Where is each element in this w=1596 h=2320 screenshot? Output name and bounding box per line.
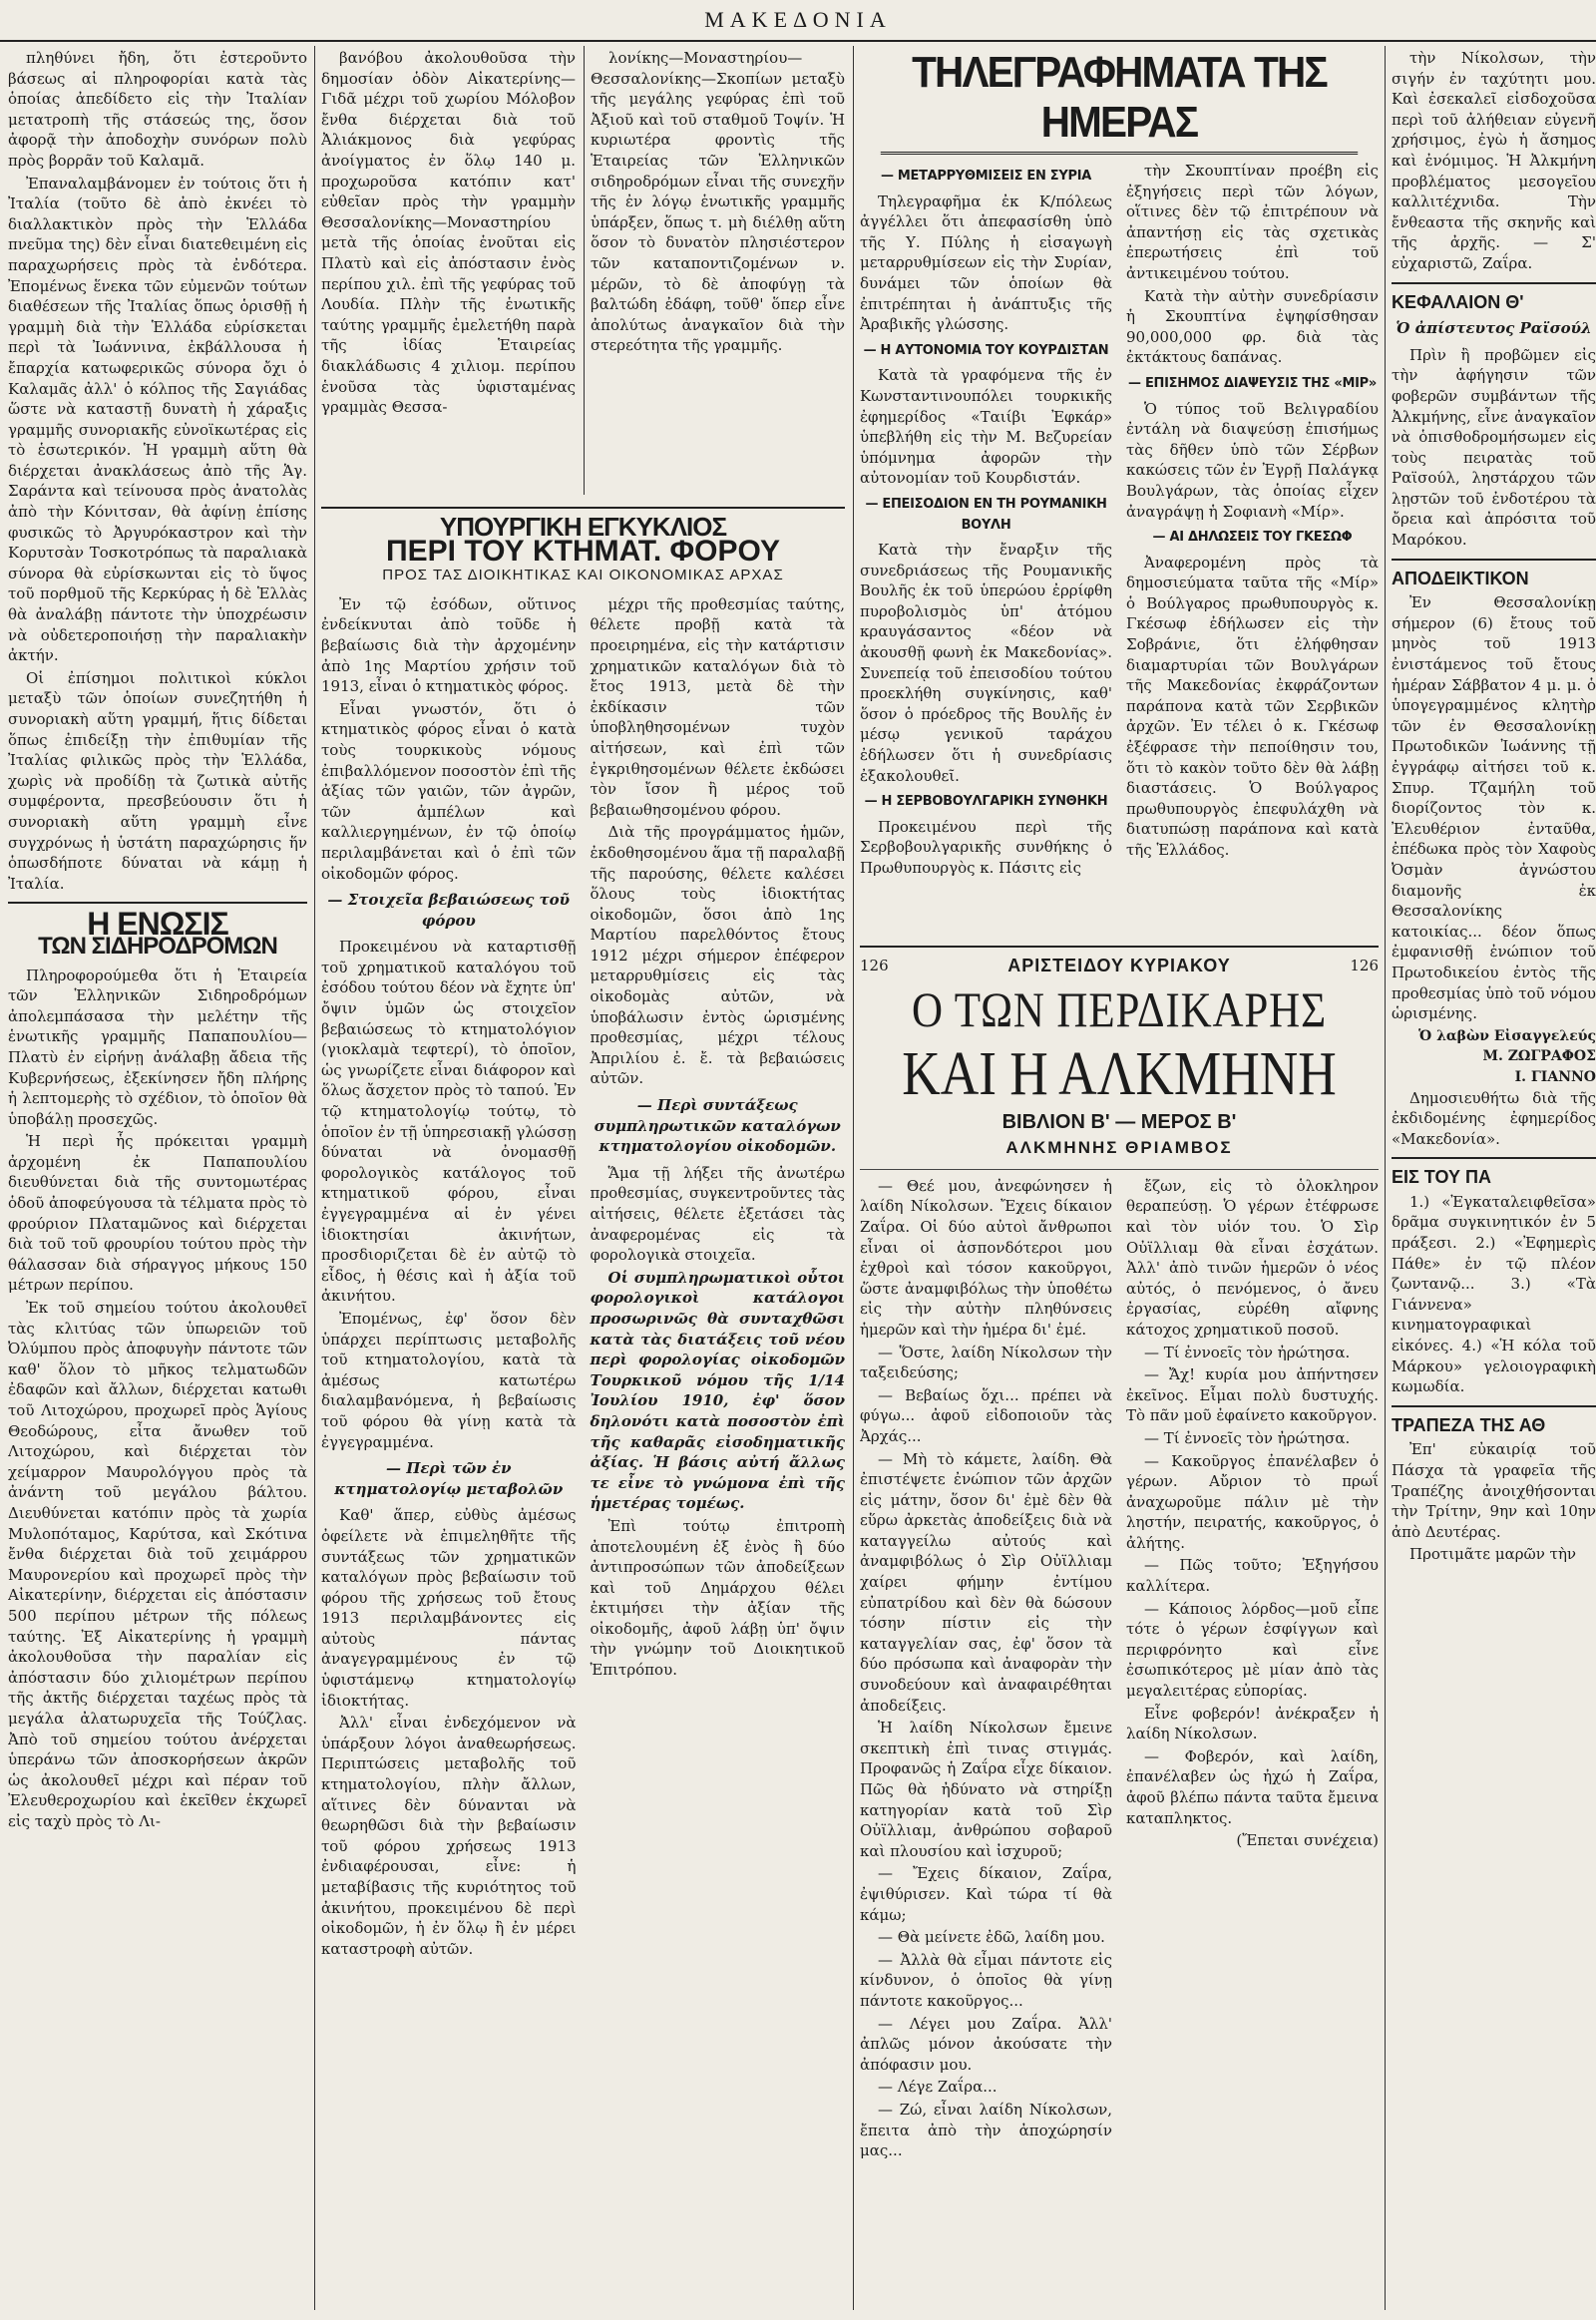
article-paragraph: Ἅμα τῇ λήξει τῆς ἀνωτέρω προθεσμίας, συγκεντροῦντες τὰς αἰτήσεις, θέλετε ἐξετάσει τὰς ἀναφερομένας εἰς τὰ φορολογικὰ στοιχεῖα. <box>590 1163 845 1265</box>
subheadline: ΠΡΟΣ ΤΑΣ ΔΙΟΙΚΗΤΙΚΑΣ ΚΑΙ ΟΙΚΟΝΟΜΙΚΑΣ ΑΡΧΑΣ <box>382 567 784 584</box>
article-paragraph: Προκειμένου νὰ καταρτισθῇ τοῦ χρηματικοῦ καταλόγου τοῦ ἐσόδου τούτου δέον νὰ ἔχητε ὑπ' ὄψιν ὑμῶν ὡς στοιχεῖον βεβαιώσεως τὸ κτηματολόγιον (γιοκλαμὰ τεφτερί), τὸ ὁποῖον, ὡς γνωρίζετε εἶναι διάφορον καὶ ὅλως ἄσχετον πρὸς τὸ ταπού. Ἐν τῷ κτηματολογίῳ τούτῳ, τὸ ὁποῖον ἐν τῇ ὑπηρεσιακῇ γλώσσῃ δύναται νὰ ὀνομασθῇ φορολογικὸς κατάλογος τοῦ κτηματικοῦ φόρου, εἶναι ἐγγεγραμμένα αἱ ἐν γένει ἰδιοκτησίαι ἀκινήτων, προσδιοριζεται δὲ ἐν αὐτῷ τὸ εἶδος, ἡ θέσις καὶ ἡ ἀξία τοῦ ἀκινήτου. <box>321 938 577 1306</box>
telegram-text: Κατὰ τὰ γραφόμενα τῆς ἐν Κωνσταντινουπόλει τουρκικῆς ἐφημερίδος «Ταιίβι Ἐφκάρ» ὑπεβλήθη εἰς τὴν Μ. Βεζυρείαν ὑπόμνημα ἀφορῶν τὴν αὐτονομίαν τοῦ Κουρδιστάν. <box>860 366 1112 488</box>
article-paragraph: Οἱ συμπληρωματικοὶ οὗτοι φορολογικοὶ κατάλογοι προσωρινῶς θὰ συνταχθῶσι κατὰ τὰς διατάξεις τοῦ νέου περὶ φορολογίας οἰκοδομῶν Τουρκικοῦ νόμου τῆς 1/14 Ἰουλίου 1910, ἐφ' ὅσον δηλονότι κατὰ ποσοστὸν ἐπὶ τῆς καθαρᾶς εἰσοδηματικῆς ἀξίας. Ἡ βάσις αὐτή ἄλλως τε εἶνε τὸ γνώμονα ἐπὶ τῆς ἡμετέρας τομέως. <box>590 1268 845 1513</box>
serial-title-1: Ο ΤΩΝ ΠΕΡΔΙΚΑΡΗΣ <box>912 980 1327 1037</box>
chapter-heading: ΚΕΦΑΛΑΙΟΝ Θ' <box>1392 291 1524 312</box>
telegram-heading: — ΕΠΙΣΗΜΟΣ ΔΙΑΨΕΥΣΙΣ ΤΗΣ «ΜΙΡ» <box>1128 375 1377 391</box>
serial-author: ΑΡΙΣΤΕΙΔΟΥ ΚΥΡΙΑΚΟΥ <box>1007 956 1231 975</box>
article-paragraph: Διὰ τῆς προγράμματος ἡμῶν, ἐκδοθησομένου ἅμα τῇ παραλαβῇ τῆς παρούσης, θέλετε καλέσει ὅλους τοὺς ἰδιοκτήτας οἰκοδομῶν, ὅσοι ἀπὸ 1ης Μαρτίου παρελθόντος ἔτους 1912 μέχρι σήμερον ἐπέφερον μεταρρυθμίσεις εἰς τὰς οἰκοδομὰς αὐτῶν, νὰ ὑποβάλωσιν ἐντὸς ὡρισμένης προθεσμίας, μέχρι τέλους Ἀπριλίου ἐ. ἔ. τὰ βεβαιώσεις αὐτῶν. <box>590 823 845 1088</box>
article-paragraph: Οἱ ἐπίσημοι πολιτικοὶ κύκλοι μεταξὺ τῶν ὁποίων συνεζητήθη ἡ συνοριακὴ αὕτη γραμμή, ἥτις δίδεται ὅπως ἐπιδείξῃ τὴν ἐπιθυμίαν τῆς Ἰταλίας φιλικῶς πρὸς τὴν Ἑλλάδα, χωρὶς νὰ προδίδῃ τὰ ζωτικὰ αὐτῆς συμφέροντα, πρεσβεύουσιν ὅτι ἡ συνοριακὴ αὕτη γραμμὴ εἶνε συγχρόνως ἡ ὑστάτη παραχώρησις ἥν ὁπωσδήποτε δύναται νὰ κάμῃ ἡ Ἰταλία. <box>8 668 307 893</box>
serial-paragraph: — Ἄχ! κυρία μου ἀπήντησεν ἐκεῖνος. Εἶμαι πολὺ δυστυχής. Τὸ πᾶν μοῦ ἐφαίνετο κακοῦργον. <box>1126 1365 1379 1425</box>
article-paragraph: Ἐπὶ τούτῳ ἐπιτροπὴ ἀποτελουμένη ἐξ ἑνὸς ἢ δύο ἀντιπροσώπων τῶν ἀποδείξεων καὶ τοῦ Δημάρχου θέλει ἐκτιμήσει τὴν ἀξίαν τῆς οἰκοδομῆς, ἀφοῦ λάβῃ ὑπ' ὄψιν τὴν γνώμην τοῦ Διοικητικοῦ Ἐπιτρόπου. <box>590 1516 845 1680</box>
serial-paragraph: — Κακοῦργος ἐπανέλαβεν ὁ γέρων. Αὔριον τὸ πρωΐ ἀναχωροῦμε πάλιν μὲ τὴν ληστήν, πειρατής, κακοῦργος, ὁ ἀλήτης. <box>1126 1451 1379 1552</box>
serial-number: 126 <box>1350 957 1379 974</box>
serial-paragraph: — Βεβαίως ὅχι... πρέπει νὰ φύγω... ἀφοῦ εἰδοποιοῦν τὰς Ἀρχάς... <box>860 1385 1112 1445</box>
telegram-heading: — ΑΙ ΔΗΛΩΣΕΙΣ ΤΟΥ ΓΚΕΣΩΦ <box>1152 530 1353 546</box>
masthead <box>0 0 1596 42</box>
serial-paragraph: — Ἔχεις δίκαιον, Ζαΐρα, ἐψιθύρισεν. Καὶ τώρα τί θὰ κάμω; <box>860 1864 1112 1924</box>
telegram-heading: — ΜΕΤΑΡΡΥΘΜΙΣΕΙΣ ΕΝ ΣΥΡΙΑ <box>880 169 1092 184</box>
divider <box>1392 559 1596 561</box>
article-paragraph: πληθύνει ἤδη, ὅτι ἐστεροῦντο βάσεως αἱ πληροφορίαι κατὰ τὰς ὁποίας ἀπεδίδετο εἰς τὴν Ἰταλίαν μετατροπὴ τῆς στάσεώς της, ὅσον ἀφορᾷ τὴν ἀποδοχὴν συνόρων πολὺ πρὸς βορρᾶν τοῦ Καλαμᾶ. <box>8 49 307 170</box>
telegram-text: Κατὰ τὴν ἔναρξιν τῆς συνεδριάσεως τῆς Ρουμανικῆς Βουλῆς ἐκ τοῦ ὑπερώου ἐρρίφθη πυροβολισμὸς ὑπ' ἀτόμου κραυγάσαντος «δέον νὰ ἀκουσθῇ φωνὴ ἐκ Μακεδονίας». Συνεπείᾳ τοῦ ἐπεισοδίου τούτου προεκλήθη συγκίνησις, καθ' ὅσον ὁ πρόεδρος τῆς Βουλῆς ἐν μέσῳ γενικοῦ ταράχου ἐδήλωσεν ὅτι ἡ συνεδρίασις ἐξακολουθεῖ. <box>860 541 1112 785</box>
article-paragraph: λονίκης—Μοναστηρίου—Θεσσαλονίκης—Σκοπίων μεταξὺ τῆς μεγάλης γεφύρας ἐπὶ τοῦ Ἀξιοῦ καὶ τοῦ σταθμοῦ Τοψίν. Ἡ κυριωτέρα φροντὶς τῆς Ἑταιρείας τῶν Ἑλληνικῶν σιδηροδρόμων εἶναι τῆς συνεχῆν τῆς ἐν λόγῳ ἑνωτικῆς γραμμῆς ὑπάρξεν, ὅπως τ. μὴ διέλθῃ αὕτη ὅσον τὸ δυνατὸν πλησιέστερον τῶν καταποντιζομένων ν. μέρῶν, τὸ δὲ ἀποφύγῃ τὰ βαλτώδη ἐδάφη, τοῦθ' ὅπερ εἶνε ἀπολύτως ἀναγκαῖον διὰ τὴν στερεότητα τῆς γραμμῆς. <box>591 49 845 355</box>
serial-continued: (Ἔπεται συνέχεια) <box>1236 1831 1379 1850</box>
column-rule <box>314 46 315 2310</box>
serial-paragraph: — Τί ἐννοεῖς τὸν ἠρώτησα. <box>1144 1428 1351 1447</box>
serial-paragraph: — Μὴ τὸ κάμετε, λαίδη. Θὰ ἐπιστέψετε ἐνώπιον τῶν ἀρχῶν εἰς μάτην, ὅσον δι' ἐμὲ δὲν θὰ εὕρω ἀρκετὰς ἀποδείξεις διὰ νὰ καταγγείλω αὐτούς καὶ ἀναμφιβόλως ὁ Σὶρ Οὐϊλλιαμ χαίρει φήμην ἐντίμου εὐπατρίδου καὶ δὲν θὰ δώσουν τόσην πίστιν εἰς τὴν καταγγελίαν σας, ἐφ' ὅσον τὰ δύο πρόσωπα καὶ ἀναφορὰν τὴν συνοδεύουν καὶ ἀναφαιρέθηται ἀποδείξεις. <box>860 1449 1112 1715</box>
serial-paragraph: — Ἀλλὰ θὰ εἶμαι πάντοτε εἰς κίνδυνον, ὁ ὁποῖος θὰ γίνῃ πάντοτε κακοῦργος... <box>860 1950 1112 2010</box>
serial-paragraph: — Τί ἐννοεῖς τὸν ἠρώτησα. <box>1144 1343 1351 1361</box>
serial-paragraph: — Ζώ, εἶναι λαίδη Νίκολσων, ἔπειτα ἀπὸ τὴν ἀποχώρησίν μας... <box>860 2100 1112 2160</box>
ministerial-circular <box>321 499 845 2304</box>
telegram-heading: — Η ΑΥΤΟΝΟΜΙΑ ΤΟΥ ΚΟΥΡΔΙΣΤΑΝ <box>863 342 1109 358</box>
circular-left-column <box>321 594 577 1962</box>
serial-title-2: ΚΑΙ Η ΑΛΚΜΗΝΗ <box>902 1039 1337 1108</box>
telegram-text: Κατὰ τὴν αὐτὴν συνεδρίασιν ἡ Σκουπτίνα ἐψηφίσθησαν 90,000,000 φρ. διὰ τὰς ἐκτάκτους δαπάνας. <box>1126 286 1379 367</box>
serial-novel <box>860 938 1379 2314</box>
serial-paragraph: — Ὅστε, λαίδη Νίκολσων τὴν ταξειδεύσης; <box>860 1343 1112 1382</box>
ad-text: Προτιμᾶτε μαρῶν τὴν <box>1409 1545 1577 1564</box>
circular-right-column <box>591 594 846 1962</box>
notice-signature: Μ. ΖΩΓΡΑΦΟΣ <box>1482 1048 1596 1065</box>
cinema-heading: ΕΙΣ ΤΟΥ ΠΑ <box>1392 1167 1491 1188</box>
bank-heading: ΤΡΑΠΕΖΑ ΤΗΣ ΑΘ <box>1392 1414 1546 1435</box>
headline-foros: ΠΕΡΙ ΤΟΥ ΚΤΗΜΑΤ. ΦΟΡΟΥ <box>386 534 780 568</box>
serial-paragraph: ἔζων, εἰς τὸ ὁλοκληρον θεραπεύσῃ. Ὁ γέρων ἐτέφρωσε καὶ τὸν υἱόν του. Ὁ Σὶρ Οὐϊλλιαμ θὰ εἶναι ἐσχάτων. Ἀλλ' ἀπὸ τινῶν ἡμερῶν ὁ νέος αὐτός, ὁ πενόμενος, ὁ ἄνευ ἐργασίας, εὑρέθη αἴφνης κάτοχος χρηματικοῦ ποσοῦ. <box>1126 1176 1379 1339</box>
article-paragraph: Ἐν τῷ ἐσόδων, οὕτινος ἐνδείκνυται ἀπὸ τοῦδε ἡ βεβαίωσις διὰ τὴν ἀρχομένην ἀπὸ 1ης Μαρτίου χρήσιν τοῦ 1913, εἶναι ὁ κτηματικὸς φόρος. <box>321 594 577 696</box>
article-paragraph: Ἀλλ' εἶναι ἐνδεχόμενον νὰ ὑπάρξουν λόγοι ἀναθεωρήσεως. Περιπτώσεις μεταβολῆς τοῦ κτηματολογίου, πλὴν ἄλλων, αἵτινες δὲν δύνανται νὰ θεωρηθῶσι διὰ τὴν βεβαίωσιν τοῦ φόρου χρήσεως 1913 ἐνδιαφέρουσαι, εἶνε: ἡ μεταβίβασις τῆς κυριότητος τοῦ ἀκινήτου, προκειμένου δὲ περὶ οἰκοδομῶν, ἡ ἐν ὅλῳ ἢ ἐν μέρει καταστροφὴ αὐτῶν. <box>321 1714 577 1958</box>
article-paragraph: Ἡ περὶ ἧς πρόκειται γραμμὴ ἀρχομένη ἐκ Παπαπουλίου διευθύνεται διὰ τῆς συντομωτέρας ὁδοῦ ἀποφεύγουσα τὰ τέλματα πρὸς τὸ φρούριον Πλαταμῶνος καὶ διέρχεται διὰ τοῦ τοῦ φρουρίου τούτου πρὸς τὴν θάλασσαν διὰ σήραγγος μήκους 150 μέτρων περίπου. <box>8 1132 307 1295</box>
article-paragraph: Πρὶν ἢ προβῶμεν εἰς τὴν ἀφήγησιν τῶν φοβερῶν συμβάντων τῆς Ἀλκμήνης, εἶνε ἀναγκαῖον νὰ ὁπισθοδρομήσωμεν εἰς τοὺς πειρατὰς τοῦ Ραϊσούλ, ληστάρχου τῶν λῃστῶν τοῦ ἐνδοτέρου τὰ ὄρεια καὶ ἀπρόσιτα τοῦ Μαρόκου. <box>1392 345 1596 550</box>
serial-right <box>1126 1176 1379 2163</box>
divider <box>860 946 1379 948</box>
section-heading: — Περὶ συντάξεως συμπληρωτικῶν καταλόγων κτηματολογίου οἰκοδομῶν. <box>594 1096 841 1156</box>
divider <box>1392 1157 1596 1159</box>
telegram-text: Προκειμένου περὶ τῆς Σερβοβουλγαρικῆς συνθήκης ὁ Πρωθυπουργὸς κ. Πάσιτς εἰς <box>860 817 1112 877</box>
telegrams-section <box>860 48 1379 936</box>
serial-header <box>860 956 1379 976</box>
telegram-heading: — Η ΣΕΡΒΟΒΟΥΛΓΑΡΙΚΗ ΣΥΝΘΗΚΗ <box>864 794 1108 810</box>
section-heading: — Στοιχεῖα βεβαιώσεως τοῦ φόρου <box>327 891 571 930</box>
headline-sidirodromon: ΤΩΝ ΣΙΔΗΡΟΔΡΟΜΩΝ <box>38 932 277 960</box>
divider <box>321 507 845 509</box>
serial-paragraph: — Φοβερόν, καὶ λαίδη, ἐπανέλαβεν ὡς ἠχώ ἡ Ζαΐρα, ἀφοῦ βλέπω πάντα ταῦτα ἔμεινα καταπληκτος. <box>1126 1746 1379 1827</box>
telegrams-right <box>1126 161 1379 881</box>
headline-telegrams: ΤΗΛΕΓΡΑΦΗΜΑΤΑ ΤΗΣ ΗΜΕΡΑΣ <box>881 48 1358 155</box>
article-paragraph: τὴν Νίκολσων, τὴν σιγήν ἐν ταχύτητι μου. Καὶ ἐσεκαλεῖ εἰσδοχοῦσα περὶ τοῦ ἀλήθειαν εὐγενῆ χρήσιμος, ἐγὼ ἡ ἄσημος καὶ ἐνόμιμος. Ἡ Ἀλκμήνη προβλέματος μεσογεῖου καλλιτέχνιδα. Τὴν ἔνθεαστα τῆς σκηνῆς καὶ τῆς ἀρχῆς. — Σ' εὐχαριστῶ, Ζαΐρα. <box>1392 49 1596 272</box>
divider <box>8 902 307 904</box>
notice-signature: Ὁ λαβὼν Εἰσαγγελεύς <box>1418 1027 1596 1044</box>
notice-text: Δημοσιευθήτω διὰ τῆς ἐκδιδομένης ἐφημερίδος «Μακεδονία». <box>1392 1088 1596 1148</box>
serial-paragraph: — Κάποιος λόρδος—μοῦ εἶπε τότε ὁ γέρων ἐσφίγγων καὶ περιφρόνητο καὶ εἶνε ἐσωπικότερος μὲ μίαν ἀπὸ τὰς μεγαλειτέρας εὐπορίας. <box>1126 1599 1379 1701</box>
article-paragraph: μέχρι τῆς προθεσμίας ταύτης, θέλετε προβῇ κατὰ τὰ προειρημένα, εἰς τὴν κατάρτισιν χρηματικῶν καταλόγων διὰ τὸ ἔτος 1913, μετὰ δὲ τὴν ἐκδίκασιν τῶν ὑποβληθησομένων τυχὸν αἰτήσεων, καὶ ἐπὶ τῶν ἐγκριθησομένων θέλετε ἐκδώσει τὸν ἴσον ἢ μέρος τοῦ βεβαιωθησομένου φόρου. <box>590 594 845 819</box>
article-paragraph: Πληροφορούμεθα ὅτι ἡ Ἑταιρεία τῶν Ἑλληνικῶν Σιδηροδρόμων ἀπολεμπάσασα τὴν μελέτην τῆς ἑνωτικῆς γραμμῆς Παπαπουλίου—Πλατὺ ἐν εἰρήνῃ ἀνάλαβῃ ἄδεια τῆς Κυβερνήσεως, ἐξεκίνησεν ἤδη πλήρης ἡ λεπτομερὴς τὸ σχέδιον, τὸ ὁποῖον θὰ ὑποβάλῃ προσεχῶς. <box>8 966 307 1128</box>
column-rule <box>853 46 854 2310</box>
column-rule <box>1385 46 1386 2310</box>
serial-left <box>860 1176 1112 2163</box>
article-paragraph: Ἐπομένως, ἐφ' ὅσον δὲν ὑπάρχει περίπτωσις μεταβολῆς τοῦ κτηματολογίου, κατὰ τὰ ἀμέσως κατωτέρω διαλαμβανόμενα, ἡ βεβαίωσις τοῦ φόρου θὰ γίνῃ κατὰ τὰ ἐγγεγραμμένα. <box>321 1309 577 1451</box>
divider <box>1392 282 1596 284</box>
serial-paragraph: — Θὰ μείνετε ἐδῶ, λαίδη μου. <box>878 1928 1105 1947</box>
chapter-subheading: Ὁ ἀπίστευτος Ραϊσούλ <box>1396 319 1592 338</box>
serial-book: ΒΙΒΛΙΟΝ Β' — ΜΕΡΟΣ Β' <box>1001 1110 1237 1133</box>
serial-paragraph: — Πῶς τοῦτο; Ἐξηγήσου καλλίτερα. <box>1126 1556 1379 1596</box>
article-paragraph: Εἶναι γνωστόν, ὅτι ὁ κτηματικὸς φόρος εἶναι ὁ κατὰ τοὺς τουρκικοὺς νόμους ἐπιβαλλόμενον ποσοστὸν ἐπὶ τῆς ἀξίας τῶν γαιῶν, τῶν ἀγρῶν, τῶν ἀμπέλων καὶ καλλιεργημένων, ἐν τῷ ὁποίῳ περιλαμβάνεται καὶ ὁ ἐπὶ τῶν οἰκοδομῶν φόρος. <box>321 699 577 883</box>
serial-paragraph: Εἶνε φοβερόν! ἀνέκραξεν ἡ λαίδη Νίκολσων. <box>1126 1704 1379 1743</box>
column-6 <box>1392 48 1596 2312</box>
column-rule <box>584 46 585 495</box>
serial-paragraph: Ἡ λαίδη Νίκολσων ἔμεινε σκεπτικὴ ἐπὶ τινας στιγμάς. Προφανῶς ἡ Ζαΐρα εἶχε δίκαιον. Πῶς θὰ ἠδύνατο νὰ στηρίξῃ κατηγορίαν κατὰ τοῦ Σὶρ Οὐϊλλιαμ, ἀνθρώπου σοβαροῦ καὶ πλουσίου καὶ ἰσχυροῦ; <box>860 1719 1112 1860</box>
notice-text: Ἐν Θεσσαλονίκῃ σήμερον (6) ἔτους τοῦ μηνὸς τοῦ 1913 ἐνιστάμενος τοῦ ἔτους ἡμέραν Σάββατον 4 μ. μ. ὁ ὑπογεγραμμένος κλητὴρ τῶν ἐν Θεσσαλονίκῃ Πρωτοδικῶν Ἰωάννης τῇ ἐγγράφῳ αἰτήσει τοῦ κ. Σπυρ. Τζαμήλη τοῦ διορίζοντος τὸν κ. Ἐλευθέριον ἐνταῦθα, ἐπέδωκα πρὸς τὸν Χαφοὺς Ὀσμὰν ἀγνώστου διαμονῆς ἐκ Θεσσαλονίκης κατοικίας... δέον ὅπως ἐμφανισθῇ ἐνώπιον τοῦ Πρωτοδικείου ἐντὸς τῆς προθεσμίας ὑπὸ τοῦ νόμου ὡρισμένης. <box>1392 593 1596 1023</box>
column-2 <box>321 48 576 487</box>
article-paragraph: Ἐπαναλαμβάνομεν ἐν τούτοις ὅτι ἡ Ἰταλία (τοῦτο δὲ ἀπὸ ἐκνέει τὸ διαλλακτικὸν πρὸς τὴν Ἑλλάδα πνεῦμα της) δὲν εἶναι διατεθειμένη εἰς παραχωρήσεις πρὸς τὰ ἐνδότερα. Ἐπομένως ἕνεκα τῶν εὐμενῶν τούτων διαθέσεων τῆς Ἰταλίας ὅπως ὁρισθῇ ἡ γραμμὴ διὰ τὴν Ἑλλάδα εὑρίσκεται περὶ τὰ Ἰωάννινα, ἐκβάλλουσα ἡ ἔπαρχία κατωφερικῶς σύνορα ὄχι ὁ Καλαμᾶς ἀλλ' ὁ κόλπος τῆς Σαγιάδας ὥστε νὰ καταστῇ δυνατὴ ἡ χάραξις γραμμῆς συνοριακῆς εὐνοϊκωτέρας εἰς τὸ ἑσωτερικόν. Ἡ γραμμὴ αὕτη θὰ διέρχεται ἀνακλάσεως ἀπὸ τῆς Ἁγ. Σαράντα καὶ τείνουσα πρὸς ἀνατολὰς ἀπὸ τὴν Κόνιτσαν, θὰ ἀφίνῃ ἐπίσης φυσικῶς τὸ Ἀργυρόκαστρον καὶ τὴν Κορυτσὰν Τοσκοτρόπως τὰ παραλιακὰ σύνορα θὰ εὑρίσκωνται εἰς τὸ ὕψος τοῦ πορθμοῦ τῆς Κερκύρας ἡ δὲ Ἑλλὰς θὰ ἀναλάβῃ πάντοτε τὴν ὑποχρέωσιν νὰ οὐδετεροποιήσῃ τὴν παραλιακὴν ἀκτήν. <box>8 174 307 665</box>
serial-number: 126 <box>860 957 889 974</box>
telegram-text: Τηλεγραφῆμα ἐκ Κ/πόλεως ἀγγέλλει ὅτι ἀπεφασίσθη ὑπὸ τῆς Υ. Πύλης ἡ εἰσαγωγὴ μεταρρυθμίσεων εἰς τὴν Συρίαν, δυνάμει τῶν ὁποίων θὰ ἐπιτρέπηται ἡ ἀνάπτυξις τῆς Ἀραβικῆς γλώσσης. <box>860 192 1112 334</box>
divider <box>1392 1405 1596 1407</box>
telegram-heading: — ΕΠΕΙΣΟΔΙΟΝ ΕΝ ΤΗ ΡΟΥΜΑΝΙΚΗ ΒΟΥΛΗ <box>865 496 1107 533</box>
cinema-text: 1.) «Ἐγκαταλειφθεῖσα» δρᾶμα συγκινητικόν ἐν 5 πράξεσι. 2.) «Ἐφημερὶς Πάθε» ἐν τῷ πλέον ζωντανῷ... 3.) «Τὰ Γιάννενα» κινηματογραφικαὶ εἰκόνες. 4.) «Ἡ κόλα τοῦ Μάρκου» γελοιογραφικὴ κωμωδία. <box>1392 1192 1596 1396</box>
serial-chapter: ΑΛΚΜΗΝΗΣ ΘΡΙΑΜΒΟΣ <box>1005 1138 1233 1158</box>
bank-text: Ἐπ' εὐκαιρίᾳ τοῦ Πάσχα τὰ γραφεῖα τῆς Τραπέζης ἀνοιχθήσονται τὴν Τρίτην, 9ην καὶ 10ην ἀπὸ Δευτέρας. <box>1392 1440 1596 1541</box>
telegram-text: Ὁ τύπος τοῦ Βελιγραδίου ἐντάλη νὰ διαψεύσῃ ἐπισήμως τὰς δῆθεν ὑπὸ τῶν Σέρβων κακώσεις τῶν ἐν Ἐγρῇ Παλάγκᾳ Βουλγάρων, τὰς ὁποίας εἶχεν ἀναγράψῃ ἡ Σοφιανὴ «Μίρ». <box>1126 399 1379 521</box>
article-paragraph: Καθ' ἅπερ, εὐθὺς ἀμέσως ὀφείλετε νὰ ἐπιμεληθῆτε τῆς συντάξεως τῶν χρηματικῶν καταλόγων πρὸς βεβαίωσιν τοῦ φόρου τῆς χρήσεως τοῦ ἔτους 1913 περιλαμβάνοντες εἰς αὐτοὺς πάντας ἀναγεγραμμένους ἐν τῷ ὑφιστάμενῳ κτηματολογίῳ ἰδιοκτήτας. <box>321 1506 577 1710</box>
headline-egkyklios: ΥΠΟΥΡΓΙΚΗ ΕΓΚΥΚΛΙΟΣ <box>439 512 727 542</box>
serial-paragraph: — Θεέ μου, ἀνεφώνησεν ἡ λαίδη Νίκολσων. Ἔχεις δίκαιον Ζαΐρα. Οἱ δύο αὐτοὶ ἄνθρωποι εἶναι οἱ ἀσπονδότεροι μου ἐχθροὶ καὶ τόσον κακοῦργοι, ὥστε ἀναμφιβόλως τὴν ὑποθέτω εἰς τὴν αὐτὴν πληθύνσεις ἡμερῶν καὶ τὴν ἡμέρα δι' ἐμέ. <box>860 1176 1112 1339</box>
headline-enosis: Η ΕΝΩΣΙΣ <box>87 906 228 943</box>
divider <box>860 1169 1379 1170</box>
telegram-text: τὴν Σκουπτίναν προέβη εἰς ἐξηγήσεις περὶ τῶν λόγων, οἵτινες δὲν τῷ ἐπιτρέπουν νὰ ἀπαντήσῃ εἰς τὰς σχετικὰς ἐπερωτήσεις ἐπὶ τοῦ ἀντικειμένου τούτου. <box>1126 162 1379 282</box>
serial-paragraph: — Λέγε Ζαΐρα... <box>878 2078 998 2097</box>
article-paragraph: βανόβου ἀκολουθοῦσα τὴν δημοσίαν ὁδὸν Αἰκατερίνης—Γιδᾶ μέχρι τοῦ χωρίου Μόλοβον ἔνθα διέρχεται διὰ τοῦ Ἀλιάκμονος διὰ γεφύρας ἀνοίγματος ἐν ὅλῳ 140 μ. προχωροῦσα κατόπιν κατ' εὐθεῖαν πρὸς τὴν γραμμὴν Θεσσαλονίκης—Μοναστηρίου μετὰ τῆς ὁποίας ἑνοῦται εἰς Πλατὺ καὶ εἰς ἀπόστασιν ἐνὸς περίπου χιλ. ἐπὶ τῆς γεφύρας τοῦ Λουδία. Πλὴν τῆς ἑνωτικῆς ταύτης γραμμῆς ἐμελετήθη παρὰ τῆς ἰδίας Ἑταιρείας διακλάδωσις 4 χιλιομ. περίπου ἑνοῦσα τὰς ὑφισταμένας γραμμὰς Θεσσα- <box>321 49 576 417</box>
telegrams-left <box>860 161 1112 881</box>
column-1 <box>8 48 307 2312</box>
notice-heading: ΑΠΟΔΕΙΚΤΙΚΟΝ <box>1392 568 1529 588</box>
column-3 <box>591 48 845 487</box>
notice-signature: Ι. ΓΙΑΝΝΟ <box>1514 1068 1596 1085</box>
serial-paragraph: — Λέγει μου Ζαΐρα. Ἀλλ' ἀπλῶς μόνον ἀκούσατε τὴν ἀπόφασιν μου. <box>860 2014 1112 2074</box>
telegram-text: Ἀναφερομένη πρὸς τὰ δημοσιεύματα ταῦτα τῆς «Μίρ» ὁ Βούλγαρος πρωθυπουργὸς κ. Γκέσωφ ἐδήλωσεν εἰς τὴν Σοβράνιε, ὅτι ἐλήφθησαν διαμαρτυρίαι τῶν Βουλγάρων τῆς Μακεδονίας ἐκφράζοντων παράπονα κατὰ τῶν Σερβικῶν ἀρχῶν. Ἐν τέλει ὁ κ. Γκέσωφ ἐξέφρασε τὴν πεποίθησιν του, ὅτι τὸ κακὸν τοῦτο δὲν θὰ λάβῃ διαστάσεις. Ὁ Βούλγαρος πρωθυπουργὸς ἐπεφυλάχθη νὰ διατυπώσῃ παράπονα καὶ κατὰ τῆς Ἑλλάδος. <box>1126 553 1379 859</box>
masthead-title: ΜΑΚΕΔΟΝΙΑ <box>704 7 892 32</box>
article-paragraph: Ἐκ τοῦ σημείου τούτου ἀκολουθεῖ τὰς κλιτύας τῶν ὑπωρειῶν τοῦ Ὀλύμπου πρὸς ἀποφυγὴν πάντοτε τῶν καθ' ὅλον τὸ μῆκος τελματωδῶν ἐδαφῶν καὶ ἄλλων, διέρχεται κατωθι τοῦ Λιτοχώρου, προχωρεῖ πρὸς Ἁγίους Θεοδώρους, εἶτα ἄνωθεν τοῦ Λιτοχώρου, καὶ διέρχεται τὸν χείμαρρον Μαυρολόγγου πρὸς τὰ ἀνάντη τοῦ μεγάλου βάλτου. Διευθύνεται κατόπιν πρὸς τὰ χωρία Μυλοπόταμος, Καρύτσα, καὶ Σκότινα ἔνθα διέρχεται διὰ τοῦ χειμάρρου Μαυρονερίου καὶ προχωρεῖ πρὸς τὴν Αἰκατερίνην, διέρχεται εἰς ἀπόστασιν 500 περίπου μέτρων τῆς πόλεως ταύτης. Ἐξ Αἰκατερίνης ἡ γραμμὴ ἀκολουθοῦσα τὴν παραλίαν εἰς ἀπόστασιν δύο χιλιομέτρων περίπου τῆς ἀκτῆς διέρχεται ταχέως πρὸς τὰ μεγάλα ἀλατωρυχεῖα τῆς Τούζλας. Ἀπὸ τοῦ σημείου τούτου ἀνέρχεται ὑπεράνω τῶν ἀποσκορήσεων ἀκρῶν ὡς ἀκολουθεῖ μέχρι καὶ πέραν τοῦ Ἐλευθεροχωρίου καὶ ἐκεῖθεν ἐκχωρεῖ εἰς ταχὺ πρὸς τὸ Λι- <box>8 1299 307 1830</box>
section-heading: — Περὶ τῶν ἐν κτηματολογίῳ μεταβολῶν <box>334 1459 564 1498</box>
